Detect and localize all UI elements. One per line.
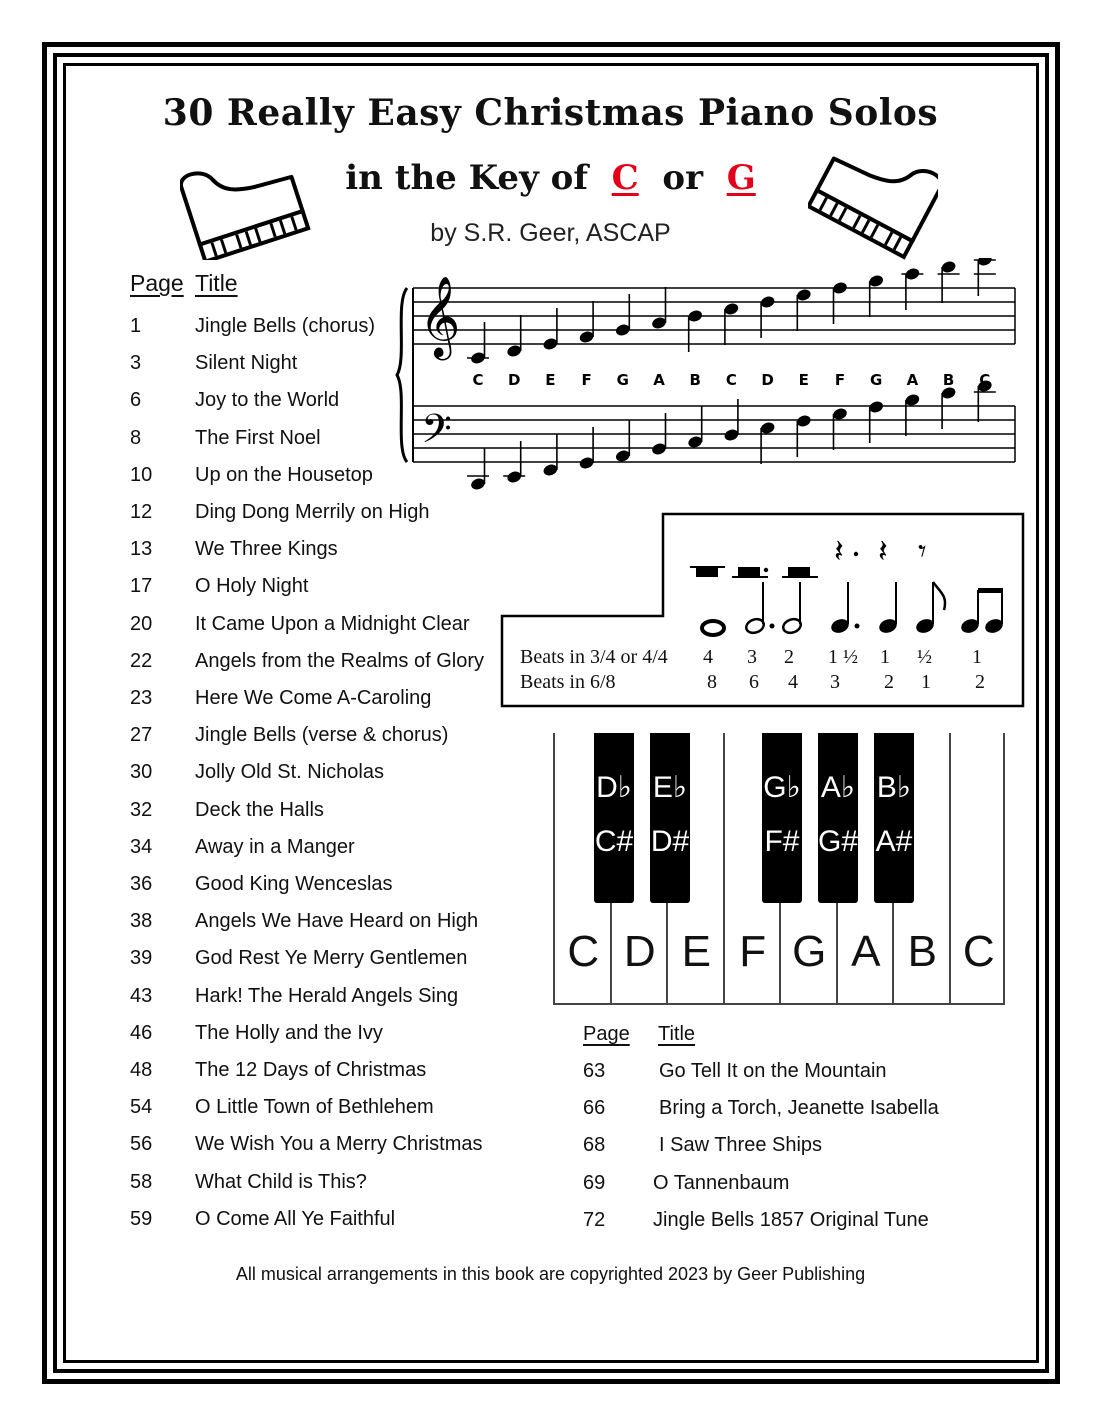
white-key-label: D bbox=[623, 927, 656, 976]
beats-6-8-value: 3 bbox=[830, 671, 840, 693]
note-name-label: G bbox=[616, 371, 629, 389]
beats-6-8-value: 1 bbox=[921, 671, 931, 693]
white-key-label: C bbox=[962, 927, 995, 976]
toc-page-number: 3 bbox=[130, 352, 142, 375]
toc-song-title: What Child is This? bbox=[195, 1170, 367, 1193]
dotted-half-rest-icon bbox=[738, 567, 760, 577]
toc-song-title: I Saw Three Ships bbox=[659, 1134, 823, 1157]
beats-3-4-value: 1 bbox=[972, 646, 982, 668]
toc-song-title: Ding Dong Merrily on High bbox=[195, 501, 430, 523]
toc-page-number: 22 bbox=[130, 649, 153, 672]
beats-6-8-value: 2 bbox=[975, 671, 985, 693]
toc-page-number: 23 bbox=[130, 687, 153, 709]
black-key-flat-label: B♭ bbox=[876, 771, 912, 804]
white-key-label: B bbox=[907, 927, 937, 976]
note-name-label: F bbox=[834, 371, 846, 389]
toc-song-title: Angels We Have Heard on High bbox=[195, 910, 479, 933]
toc-page-number: 66 bbox=[583, 1097, 606, 1120]
toc-song-title: It Came Upon a Midnight Clear bbox=[195, 612, 470, 635]
book-title: 30 Really Easy Christmas Piano Solos bbox=[162, 92, 939, 134]
quarter-rest-icon: 𝄽 bbox=[878, 532, 888, 570]
piano-keyboard bbox=[553, 733, 1005, 1005]
toc-song-title: Jolly Old St. Nicholas bbox=[195, 761, 384, 784]
toc-song-title: Go Tell It on the Mountain bbox=[659, 1060, 887, 1082]
subtitle-prefix: in the Key of bbox=[345, 158, 588, 198]
note-name-label: B bbox=[689, 371, 701, 389]
note-name-label: C bbox=[979, 371, 991, 389]
toc-page-number: 30 bbox=[130, 761, 153, 784]
white-key-label: A bbox=[851, 927, 881, 976]
toc-song-title: God Rest Ye Merry Gentlemen bbox=[195, 947, 468, 970]
eighth-rest-icon: 𝄾 bbox=[918, 532, 927, 570]
toc-page-number: 1 bbox=[130, 315, 142, 337]
toc-song-title: O Little Town of Bethlehem bbox=[195, 1096, 434, 1119]
black-key bbox=[874, 733, 914, 903]
note-name-label: A bbox=[906, 371, 919, 389]
beats-6-8-value: 2 bbox=[884, 671, 894, 693]
bass-clef-icon: 𝄢 bbox=[421, 406, 452, 462]
toc-page-number: 58 bbox=[130, 1170, 153, 1193]
toc-page-number: 12 bbox=[130, 501, 153, 523]
black-key bbox=[594, 733, 634, 903]
black-key bbox=[818, 733, 858, 903]
toc-song-title: Bring a Torch, Jeanette Isabella bbox=[659, 1097, 939, 1120]
grand-staff bbox=[393, 258, 1021, 498]
grand-piano-right-icon bbox=[808, 140, 938, 265]
note-name-label: G bbox=[870, 371, 883, 389]
toc-song-title: Here We Come A-Caroling bbox=[195, 687, 432, 709]
key-c: C bbox=[611, 158, 639, 198]
toc-page-number: 27 bbox=[130, 724, 153, 747]
half-rest-icon bbox=[788, 567, 810, 577]
toc-left-page-header: Page bbox=[130, 270, 184, 296]
note-name-label: E bbox=[798, 371, 809, 389]
white-key-label: C bbox=[567, 927, 600, 976]
toc-page-number: 46 bbox=[130, 1021, 153, 1044]
copyright-footer: All musical arrangements in this book are copyrighted 2023 by Geer Publishing bbox=[235, 1264, 866, 1284]
toc-song-title: The Holly and the Ivy bbox=[195, 1021, 383, 1044]
black-key-sharp-label: A# bbox=[875, 825, 913, 858]
bass-staff-lines bbox=[413, 406, 1015, 462]
key-g: G bbox=[726, 158, 756, 198]
toc-page-number: 36 bbox=[130, 873, 153, 895]
toc-page-number: 10 bbox=[130, 463, 153, 486]
note-name-label: E bbox=[545, 371, 556, 389]
note-name-label: B bbox=[942, 371, 955, 389]
toc-song-title: The 12 Days of Christmas bbox=[195, 1059, 427, 1081]
toc-page-number: 8 bbox=[130, 426, 142, 449]
black-key-flat-label: G♭ bbox=[763, 771, 801, 804]
toc-page-number: 39 bbox=[130, 947, 153, 970]
toc-song-title: The First Noel bbox=[195, 426, 321, 449]
beats-3-4-value: 4 bbox=[703, 646, 713, 668]
white-key-label: E bbox=[681, 927, 711, 976]
toc-song-title: Deck the Halls bbox=[195, 798, 324, 821]
toc-song-title: Angels from the Realms of Glory bbox=[195, 649, 484, 672]
beats-3-4-value: 1 ½ bbox=[828, 646, 858, 668]
brace bbox=[397, 288, 407, 462]
beats-6-8-value: 8 bbox=[707, 671, 717, 693]
beats-6-8-value: 4 bbox=[788, 671, 798, 693]
toc-song-title: Hark! The Herald Angels Sing bbox=[195, 984, 459, 1007]
toc-page-number: 69 bbox=[583, 1171, 606, 1194]
toc-song-title: Jingle Bells (verse & chorus) bbox=[195, 724, 449, 747]
black-key-flat-label: E♭ bbox=[652, 771, 688, 804]
beats-6-8-value: 6 bbox=[749, 671, 759, 693]
black-key-sharp-label: G# bbox=[818, 825, 859, 858]
toc-right-page-header: Page bbox=[583, 1023, 630, 1045]
toc-right-title-header: Title bbox=[658, 1023, 696, 1045]
toc-song-title: Good King Wenceslas bbox=[195, 873, 393, 895]
beats-3-4-value: 2 bbox=[784, 646, 794, 668]
beats-3-4-value: ½ bbox=[917, 646, 932, 668]
note-name-label: A bbox=[653, 371, 665, 389]
toc-page-number: 32 bbox=[130, 798, 153, 821]
white-key-label: G bbox=[792, 927, 827, 976]
whole-rest-icon bbox=[696, 567, 718, 577]
toc-page-number: 34 bbox=[130, 835, 153, 858]
toc-song-title: Jingle Bells 1857 Original Tune bbox=[653, 1208, 929, 1231]
toc-page-number: 38 bbox=[130, 910, 153, 933]
toc-page-number: 13 bbox=[130, 538, 153, 561]
toc-left-title-header: Title bbox=[195, 270, 238, 296]
grand-piano-left-icon bbox=[180, 150, 315, 260]
toc-song-title: O Holy Night bbox=[195, 575, 309, 598]
note-name-label: D bbox=[761, 371, 774, 389]
black-key-flat-label: D♭ bbox=[596, 771, 632, 804]
black-key-sharp-label: D# bbox=[650, 825, 690, 858]
toc-page-number: 56 bbox=[130, 1133, 153, 1156]
note-name-label: F bbox=[581, 371, 592, 389]
toc-page-number: 59 bbox=[130, 1207, 153, 1230]
beats-row2-label: Beats in 6/8 bbox=[520, 671, 616, 693]
toc-song-title: O Tannenbaum bbox=[653, 1171, 790, 1194]
treble-staff-lines bbox=[413, 288, 1015, 344]
black-key bbox=[762, 733, 802, 903]
subtitle-or: or bbox=[662, 158, 703, 198]
toc-page-number: 20 bbox=[130, 612, 153, 635]
byline: by S.R. Geer, ASCAP bbox=[430, 219, 671, 247]
toc-page-number: 68 bbox=[583, 1134, 606, 1157]
treble-clef-icon: 𝄞 bbox=[419, 275, 461, 357]
toc-song-title: O Come All Ye Faithful bbox=[195, 1207, 396, 1230]
beats-3-4-value: 1 bbox=[880, 646, 890, 668]
toc-song-title: Jingle Bells (chorus) bbox=[195, 315, 376, 337]
black-key bbox=[650, 733, 690, 903]
black-key-flat-label: A♭ bbox=[820, 771, 856, 804]
dotted-quarter-rest-icon: 𝄽 bbox=[834, 532, 844, 570]
note-name-label: C bbox=[725, 371, 737, 389]
white-key-label: F bbox=[739, 927, 767, 976]
note-name-label: C bbox=[472, 371, 484, 389]
toc-page-number: 43 bbox=[130, 984, 153, 1007]
toc-page-number: 6 bbox=[130, 389, 142, 412]
toc-page-number: 48 bbox=[130, 1059, 153, 1081]
toc-song-title: Joy to the World bbox=[195, 389, 340, 412]
black-key-sharp-label: F# bbox=[764, 825, 800, 858]
toc-page-number: 72 bbox=[583, 1208, 606, 1231]
toc-song-title: We Wish You a Merry Christmas bbox=[195, 1133, 483, 1156]
black-key-sharp-label: C# bbox=[594, 825, 634, 858]
toc-song-title: Up on the Housetop bbox=[195, 463, 373, 486]
toc-song-title: We Three Kings bbox=[195, 538, 338, 561]
toc-page-number: 63 bbox=[583, 1060, 606, 1082]
toc-page-number: 17 bbox=[130, 575, 153, 598]
toc-page-number: 54 bbox=[130, 1096, 153, 1119]
note-name-label: D bbox=[507, 371, 521, 389]
toc-song-title: Away in a Manger bbox=[195, 835, 355, 858]
toc-song-title: Silent Night bbox=[195, 352, 298, 375]
white-key bbox=[951, 733, 1008, 1005]
beats-3-4-value: 3 bbox=[747, 646, 757, 668]
beats-row1-label: Beats in 3/4 or 4/4 bbox=[520, 646, 668, 668]
